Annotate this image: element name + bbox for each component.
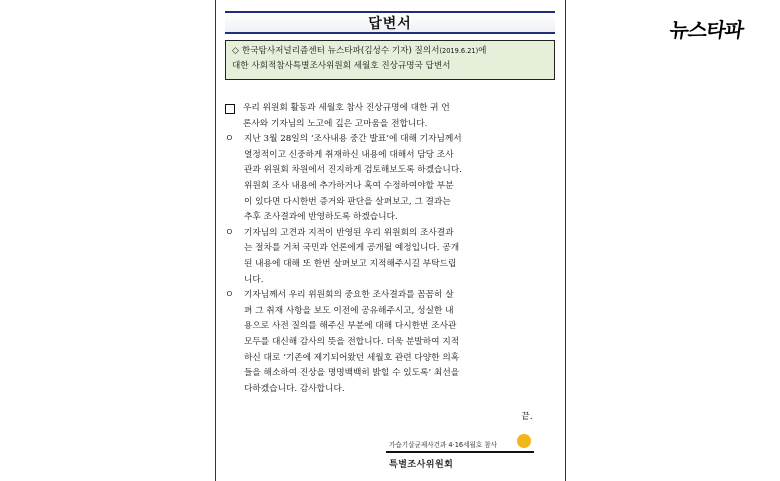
paragraph-line: 용으로 사전 질의를 해주신 부분에 대해 다시한번 조사관 [244, 321, 457, 332]
circle-bullet-icon: ㅇ [225, 227, 234, 238]
paragraph-item-2 [225, 226, 557, 288]
paragraph-line: 기자님께서 우리 위원회의 중요한 조사결과를 꼼꼼히 살 [244, 290, 454, 301]
paragraph-line: 이 있다면 다시한번 증거와 판단을 살펴보고, 그 결과는 [244, 196, 451, 207]
circle-bullet-icon: ㅇ [225, 290, 234, 301]
header-line-2: 대한 사회적참사특별조사위원회 세월호 진상규명국 답변서 [232, 61, 451, 71]
paragraph-line: 위원회 조사 내용에 추가하거나 혹여 수정하여야할 부분 [244, 180, 454, 191]
footer-org-name-top: 가습기살균제사건과 4·16세월호 참사 [389, 441, 498, 449]
header-date: (2019.6.21) [439, 47, 479, 55]
paragraph-line: 추후 조사결과에 반영하도록 하겠습니다. [244, 212, 398, 223]
paragraph-line: 지난 3월 28일의 ‘조사내용 중간 발표’에 대해 기자님께서 [244, 134, 462, 145]
circle-bullet-icon: ㅇ [225, 134, 234, 145]
paragraph-line: 니다. [244, 274, 264, 285]
paragraph-line: 열정적이고 신중하게 취재하신 내용에 대해서 담당 조사 [244, 149, 454, 160]
header-line-1-main: 한국탐사저널리즘센터 뉴스타파(김성수 기자) 질의서 [241, 46, 440, 56]
header-info-box [225, 40, 555, 80]
paragraph-line: 모두를 대신해 감사의 뜻을 전합니다. 더욱 분발하여 지적 [244, 336, 460, 347]
paragraph-line: 관과 위원회 차원에서 진지하게 검토해보도록 하겠습니다. [244, 165, 462, 176]
paragraph-item-3 [225, 288, 557, 397]
newstapa-logo: 뉴스타파 [668, 18, 745, 42]
title-bar [225, 11, 555, 34]
paragraph-intro [225, 101, 557, 132]
emblem-sun-icon [517, 434, 531, 448]
diamond-icon: ◇ [232, 46, 239, 56]
document-body [225, 101, 557, 397]
closing-mark: 끝. [521, 412, 533, 422]
square-bullet-icon [225, 104, 235, 114]
paragraph-line: 기자님의 고견과 지적이 반영된 우리 위원회의 조사결과 [244, 227, 454, 238]
paragraph-line: 하신 대로 ‘기존에 제기되어왔던 세월호 관련 다양한 의혹 [244, 352, 460, 363]
paragraph-line: 펴 그 취재 사항을 보도 이전에 공유해주시고, 성실한 내 [244, 305, 454, 316]
paragraph-item-1 [225, 132, 557, 226]
paragraph-line: 론사와 기자님의 노고에 깊은 고마움을 전합니다. [243, 118, 428, 129]
document-title: 답변서 [368, 16, 412, 32]
header-line-1-end: 에 [478, 46, 487, 56]
paragraph-line: 우리 위원회 활동과 세월호 참사 진상규명에 대한 귀 언 [243, 103, 450, 113]
paragraph-line: 들을 해소하여 진상을 명명백백히 밝힐 수 있도록’ 최선을 [244, 368, 460, 379]
paragraph-line: 는 절차를 거쳐 국민과 언론에게 공개될 예정입니다. 공개 [244, 243, 460, 254]
header-line-1 [232, 44, 548, 59]
document-page [215, 0, 566, 481]
paragraph-line: 된 내용에 대해 또 한번 살펴보고 지적해주시길 부탁드립 [244, 258, 457, 269]
footer-org-name-bottom: 특별조사위원회 [389, 460, 454, 470]
paragraph-line: 다하겠습니다. 감사합니다. [244, 383, 345, 394]
footer-divider [386, 451, 534, 453]
